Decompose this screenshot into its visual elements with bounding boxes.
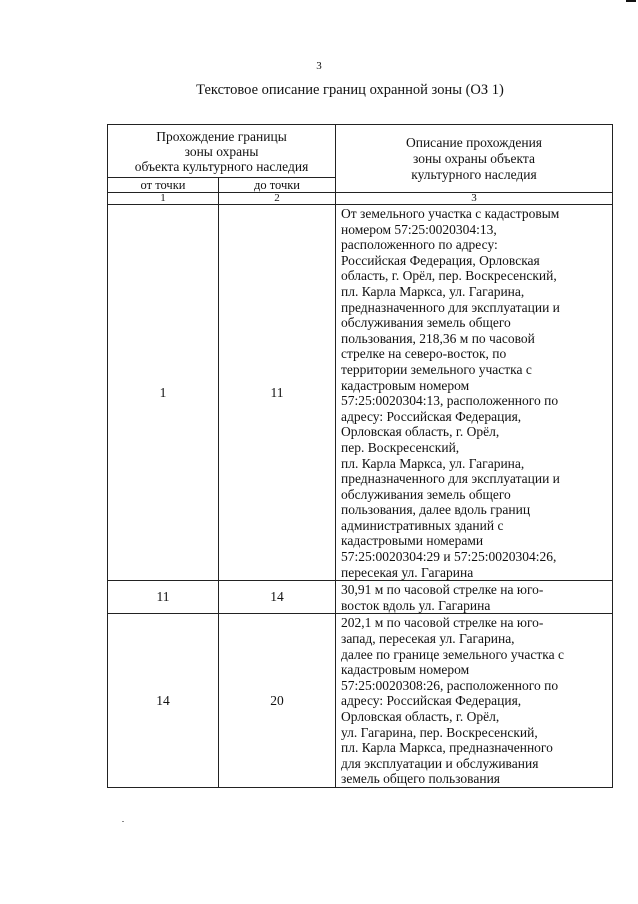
- description-line: пл. Карла Маркса, ул. Гагарина,: [341, 283, 525, 299]
- description-line: запад, пересекая ул. Гагарина,: [341, 631, 515, 647]
- description-line: стрелке на северо-восток, по: [341, 346, 507, 362]
- description-line: От земельного участка с кадастровым: [341, 206, 560, 221]
- description-cell: [336, 205, 613, 581]
- table-row: [108, 205, 613, 581]
- description-line: пер. Воскресенский,: [341, 439, 460, 455]
- description-line: область, г. Орёл, пер. Воскресенский,: [341, 268, 557, 284]
- boundary-table: [107, 124, 613, 788]
- column-number: 3: [336, 193, 613, 205]
- scan-speck: [122, 821, 124, 822]
- description-line: 202,1 м по часовой стрелке на юго-: [341, 615, 544, 631]
- column-number: 2: [219, 193, 336, 205]
- description-line: пересекая ул. Гагарина: [341, 564, 474, 580]
- column-number: 1: [108, 193, 219, 205]
- description-line: адресу: Российская Федерация,: [341, 408, 522, 424]
- description-line: кадастровым номером: [341, 377, 470, 393]
- header-to-point: до точки: [219, 178, 336, 193]
- from-point-cell: 14: [108, 614, 219, 788]
- header-passage-line: объекта культурного наследия: [134, 158, 309, 174]
- description-line: обслуживания земель общего: [341, 315, 511, 331]
- to-point-cell: 14: [219, 581, 336, 614]
- description-line: пл. Карла Маркса, предназначенного: [341, 740, 553, 756]
- description-line: предназначенного для эксплуатации и: [341, 471, 560, 487]
- description-line: 57:25:0020308:26, расположенного по: [341, 677, 559, 693]
- header-passage-line: Прохождение границы: [156, 128, 287, 144]
- description-line: ул. Гагарина, пер. Воскресенский,: [341, 724, 538, 740]
- table-row: [108, 581, 613, 614]
- description-line: 57:25:0020304:13, расположенного по: [341, 393, 559, 409]
- description-line: земель общего пользования: [341, 771, 501, 787]
- description-line: далее по границе земельного участка с: [341, 646, 564, 662]
- description-line: административных зданий с: [341, 517, 504, 533]
- description-line: Орловская область, г. Орёл,: [341, 424, 500, 440]
- from-point-cell: 11: [108, 581, 219, 614]
- corner-mark: [626, 0, 636, 2]
- description-line: предназначенного для эксплуатации и: [341, 299, 560, 315]
- from-point-cell: 1: [108, 205, 219, 581]
- description-line: кадастровыми номерами: [341, 533, 484, 549]
- description-line: восток вдоль ул. Гагарина: [341, 597, 491, 613]
- description-line: 30,91 м по часовой стрелке на юго-: [341, 582, 544, 598]
- description-line: пользования, далее вдоль границ: [341, 502, 531, 518]
- page-number: 3: [316, 60, 322, 72]
- description-line: для эксплуатации и обслуживания: [341, 755, 539, 771]
- description-line: Орловская область, г. Орёл,: [341, 709, 500, 724]
- header-description-line: Описание прохождения: [405, 134, 543, 150]
- description-line: расположенного по адресу:: [341, 237, 498, 253]
- description-cell: [336, 581, 613, 614]
- to-point-cell: 11: [219, 205, 336, 581]
- header-passage-line: зоны охраны: [184, 143, 259, 159]
- header-description: [336, 125, 613, 193]
- header-from-point: от точки: [108, 178, 219, 193]
- table-row: [108, 614, 613, 788]
- description-line: Российская Федерация, Орловская: [341, 252, 540, 268]
- description-line: 57:25:0020304:29 и 57:25:0020304:26,: [341, 549, 557, 565]
- header-passage: [108, 125, 336, 178]
- description-line: номером 57:25:0020304:13,: [341, 221, 497, 237]
- description-line: пл. Карла Маркса, ул. Гагарина,: [341, 455, 525, 471]
- description-cell: [336, 614, 613, 788]
- description-line: пользования, 218,36 м по часовой: [341, 330, 535, 346]
- header-description-line: зоны охраны объекта: [413, 150, 535, 166]
- table-body: [108, 205, 613, 788]
- document-title: Текстовое описание границ охранной зоны (ОЗ 1): [196, 82, 504, 98]
- description-line: обслуживания земель общего: [341, 486, 511, 502]
- description-line: кадастровым номером: [341, 662, 470, 678]
- description-line: территории земельного участка с: [341, 361, 532, 377]
- header-description-line: культурного наследия: [411, 166, 537, 182]
- description-line: адресу: Российская Федерация,: [341, 693, 522, 709]
- to-point-cell: 20: [219, 614, 336, 788]
